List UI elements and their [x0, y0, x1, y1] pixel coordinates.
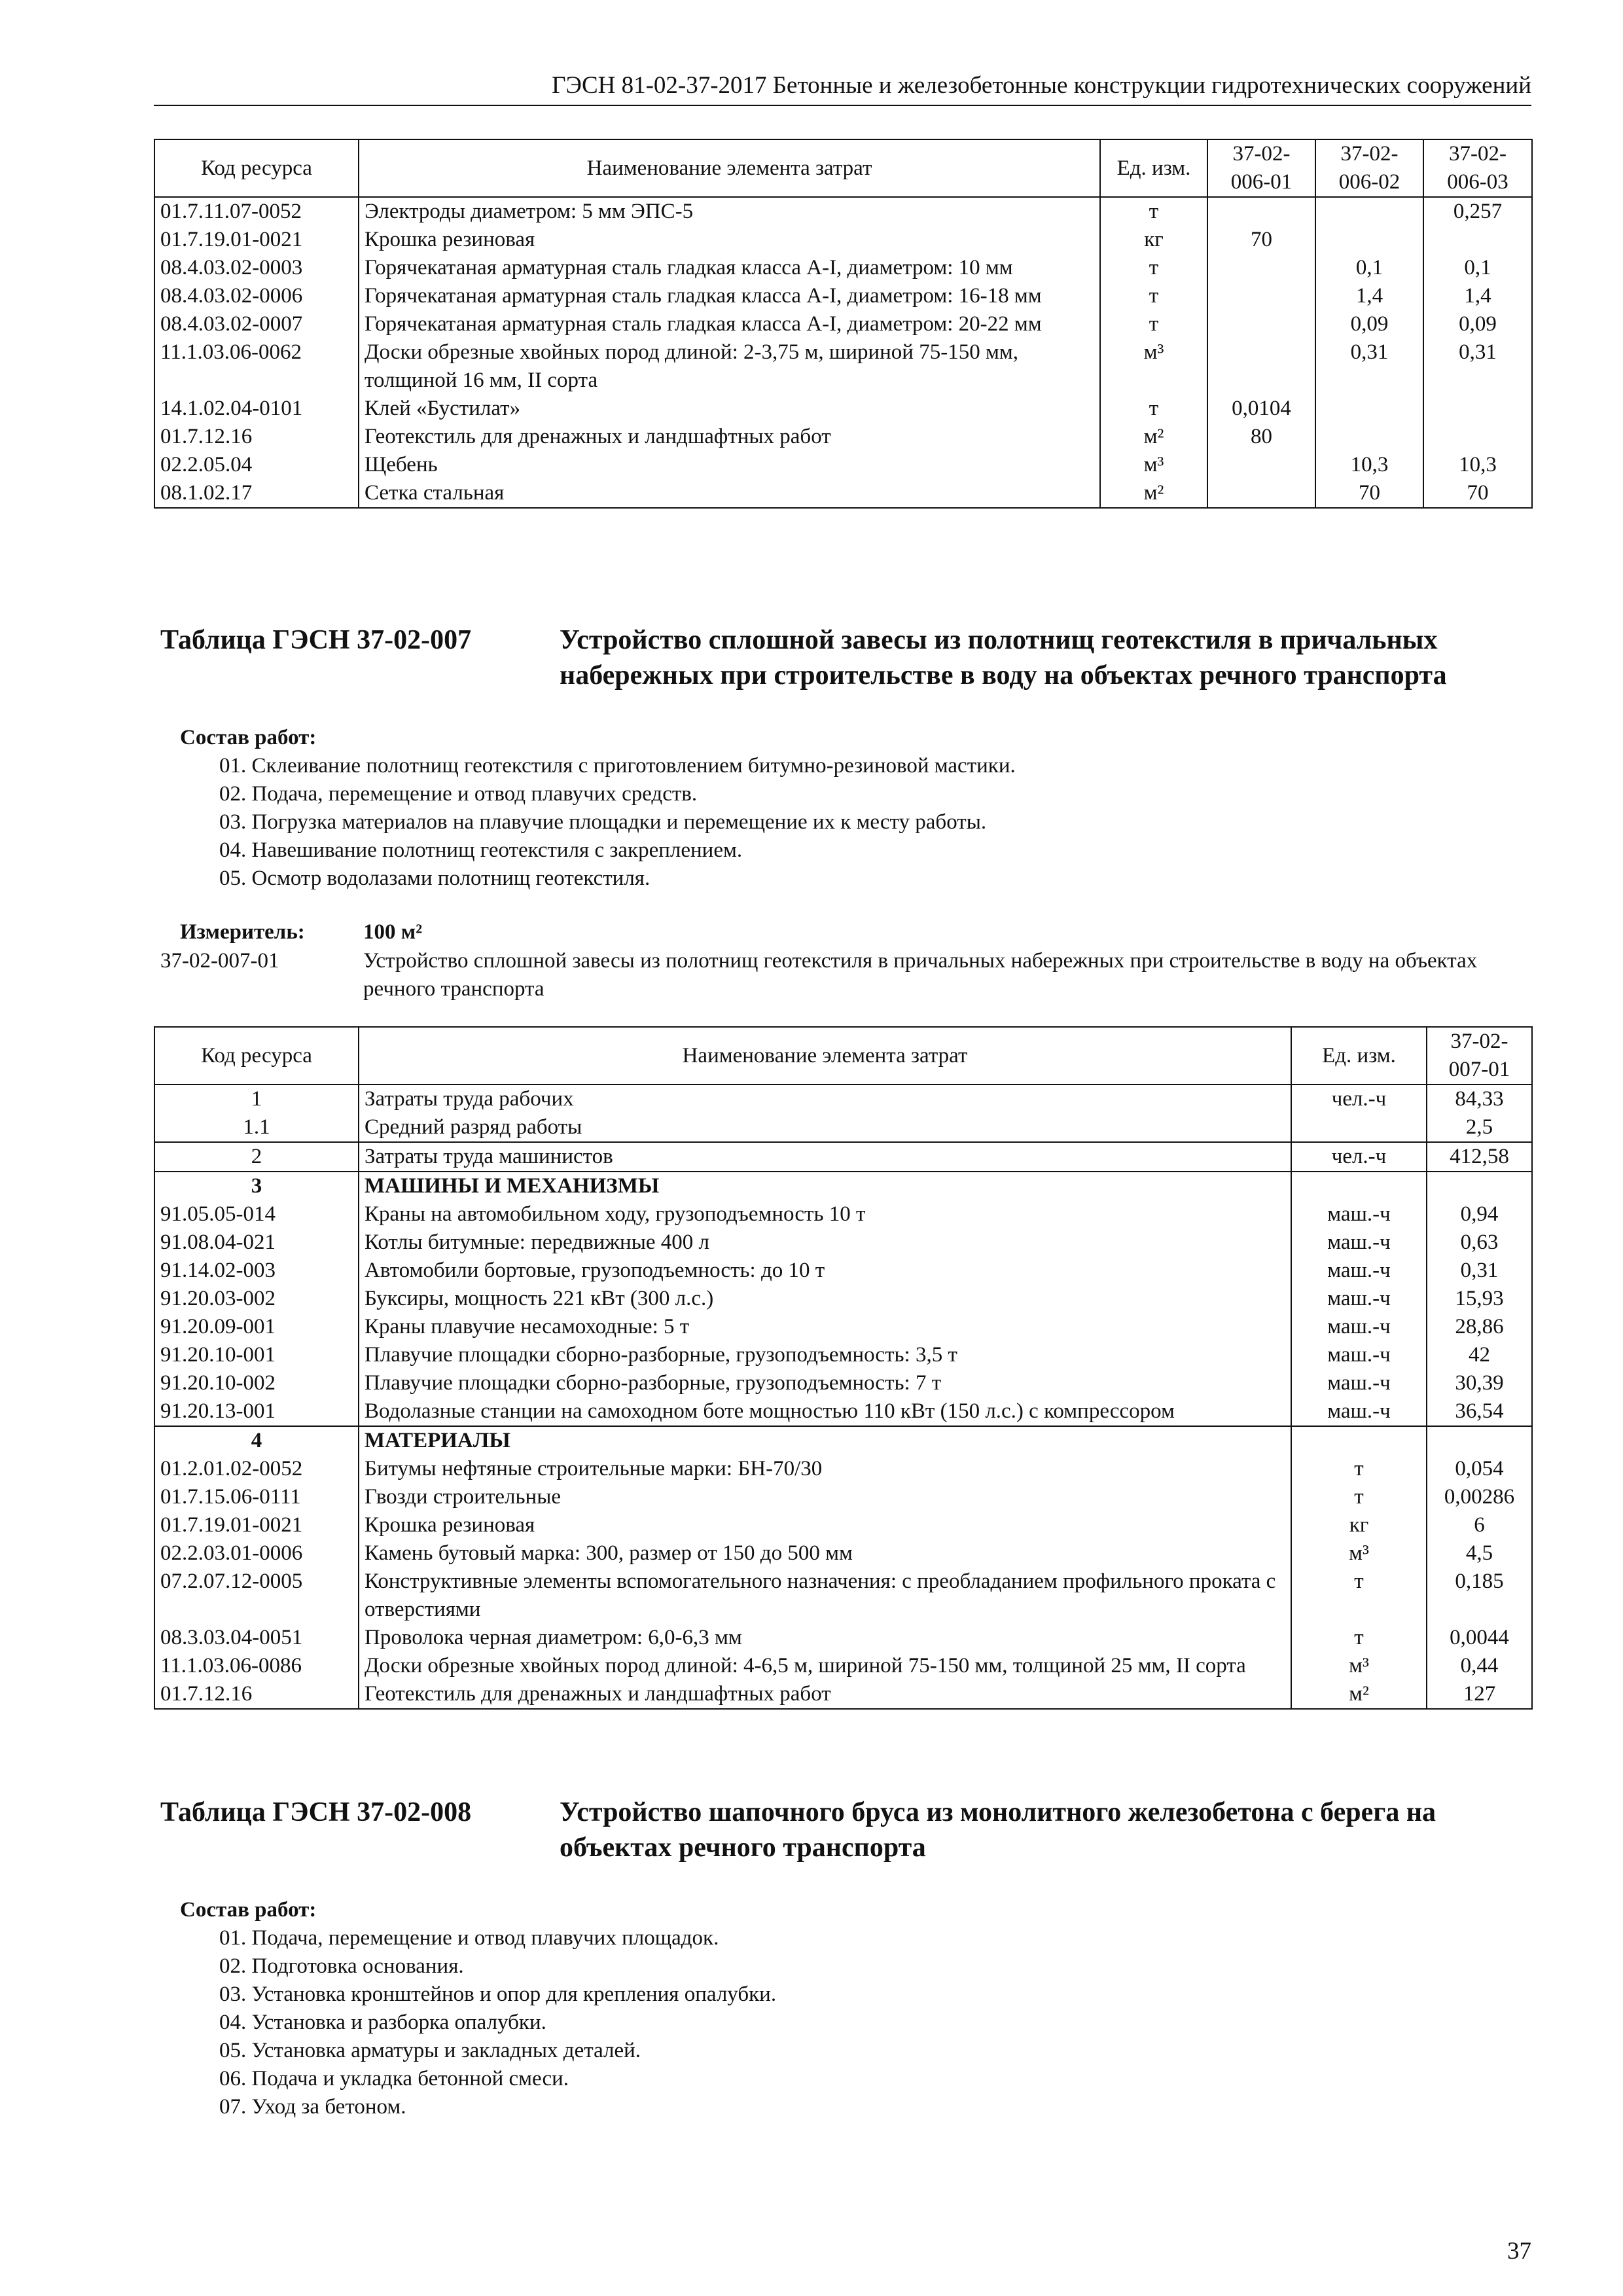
- col-006-01: 37-02-006-01: [1207, 139, 1315, 197]
- resource-name: Краны на автомобильном ходу, грузоподъемность 10 т: [359, 1200, 1291, 1229]
- resource-value: [1207, 338, 1315, 395]
- resource-name: МАШИНЫ И МЕХАНИЗМЫ: [359, 1172, 1291, 1200]
- resource-value: 6: [1427, 1511, 1532, 1539]
- resource-unit: маш.-ч: [1291, 1397, 1427, 1426]
- resource-value: [1423, 226, 1532, 254]
- resource-code: 02.2.03.01-0006: [154, 1539, 359, 1568]
- resource-code: 91.08.04-021: [154, 1229, 359, 1257]
- table-008-label: Таблица ГЭСН 37-02-008: [160, 1797, 472, 1827]
- work-item: 01. Подача, перемещение и отвод плавучих площадок.: [219, 1926, 719, 1950]
- resource-value: 127: [1427, 1680, 1532, 1709]
- item-text: Устройство сплошной завесы из полотнищ геотекстиля в причальных набережных при строительстве в воду на объектах речного транспорта: [363, 949, 1478, 1001]
- work-item: 04. Навешивание полотнищ геотекстиля с закреплением.: [219, 838, 743, 862]
- col-code: Код ресурса: [154, 139, 359, 197]
- resource-value: 70: [1315, 479, 1423, 508]
- resource-code: 08.4.03.02-0006: [154, 282, 359, 310]
- resource-value: 0,0104: [1207, 395, 1315, 423]
- resource-value: [1207, 254, 1315, 282]
- resource-name: Клей «Бустилат»: [359, 395, 1100, 423]
- table-row: [154, 1257, 1532, 1285]
- table-row: [154, 197, 1532, 226]
- resource-value: 1,4: [1315, 282, 1423, 310]
- resource-name: Краны плавучие несамоходные: 5 т: [359, 1313, 1291, 1341]
- resource-name: Крошка резиновая: [359, 1511, 1291, 1539]
- resource-unit: маш.-ч: [1291, 1200, 1427, 1229]
- table-row: [154, 254, 1532, 282]
- resource-value: 0,1: [1315, 254, 1423, 282]
- resource-unit: маш.-ч: [1291, 1257, 1427, 1285]
- resource-value: [1207, 197, 1315, 226]
- col-unit: Ед. изм.: [1100, 139, 1207, 197]
- table-row: [154, 451, 1532, 479]
- resource-unit: т: [1100, 197, 1207, 226]
- table-row: [154, 1285, 1532, 1313]
- resource-unit: м²: [1100, 479, 1207, 508]
- resource-code: 02.2.05.04: [154, 451, 359, 479]
- resource-name: Затраты труда машинистов: [359, 1142, 1291, 1172]
- section-row: [154, 1172, 1532, 1200]
- measure-label: Измеритель:: [180, 920, 305, 944]
- resource-value: 0,185: [1427, 1568, 1532, 1624]
- resource-value: 0,31: [1427, 1257, 1532, 1285]
- resource-unit: т: [1291, 1568, 1427, 1624]
- resource-unit: [1291, 1172, 1427, 1200]
- resource-name: Проволока черная диаметром: 6,0-6,3 мм: [359, 1624, 1291, 1652]
- resource-value: 0,31: [1315, 338, 1423, 395]
- resource-name: Плавучие площадки сборно-разборные, грузоподъемность: 3,5 т: [359, 1341, 1291, 1369]
- resource-value: 0,0044: [1427, 1624, 1532, 1652]
- resource-code: 14.1.02.04-0101: [154, 395, 359, 423]
- resource-value: [1207, 310, 1315, 338]
- resource-unit: м²: [1291, 1680, 1427, 1709]
- table-row: [154, 1313, 1532, 1341]
- resource-code: 1.1: [154, 1113, 359, 1142]
- work-item: 05. Установка арматуры и закладных деталей.: [219, 2039, 641, 2062]
- resource-value: 36,54: [1427, 1397, 1532, 1426]
- resource-value: [1207, 451, 1315, 479]
- work-item: 06. Подача и укладка бетонной смеси.: [219, 2067, 569, 2090]
- table-row: [154, 423, 1532, 451]
- measure-value: 100 м²: [363, 920, 423, 944]
- resource-value: 0,054: [1427, 1455, 1532, 1483]
- resource-name: Камень бутовый марка: 300, размер от 150 до 500 мм: [359, 1539, 1291, 1568]
- resource-value: [1315, 226, 1423, 254]
- resource-value: [1315, 197, 1423, 226]
- resource-name: Автомобили бортовые, грузоподъемность: до 10 т: [359, 1257, 1291, 1285]
- resource-name: Геотекстиль для дренажных и ландшафтных работ: [359, 1680, 1291, 1709]
- table-row: [154, 1142, 1532, 1172]
- resource-unit: м³: [1291, 1539, 1427, 1568]
- work-item: 07. Уход за бетоном.: [219, 2095, 406, 2119]
- col-007-01: 37-02-007-01: [1427, 1027, 1532, 1085]
- work-item: 02. Подача, перемещение и отвод плавучих средств.: [219, 782, 698, 806]
- resource-value: 0,63: [1427, 1229, 1532, 1257]
- resource-unit: т: [1100, 254, 1207, 282]
- col-name: Наименование элемента затрат: [359, 139, 1100, 197]
- resource-name: Водолазные станции на самоходном боте мощностью 110 кВт (150 л.с.) с компрессором: [359, 1397, 1291, 1426]
- resource-code: 01.7.12.16: [154, 423, 359, 451]
- resource-value: 2,5: [1427, 1113, 1532, 1142]
- resource-value: 84,33: [1427, 1085, 1532, 1113]
- resource-value: 0,44: [1427, 1652, 1532, 1680]
- table-row: [154, 1455, 1532, 1483]
- resource-code: 11.1.03.06-0062: [154, 338, 359, 395]
- table-row: [154, 1200, 1532, 1229]
- resource-value: 0,1: [1423, 254, 1532, 282]
- resource-name: Конструктивные элементы вспомогательного назначения: с преобладанием профильного проката с отверстиями: [359, 1568, 1291, 1624]
- resource-unit: м²: [1100, 423, 1207, 451]
- resource-unit: маш.-ч: [1291, 1341, 1427, 1369]
- works-list-008: [180, 1896, 1489, 2121]
- resource-unit: т: [1291, 1455, 1427, 1483]
- table-row: [154, 1341, 1532, 1369]
- resource-code: 08.4.03.02-0003: [154, 254, 359, 282]
- resource-value: 0,94: [1427, 1200, 1532, 1229]
- resource-unit: [1291, 1426, 1427, 1455]
- resource-unit: чел.-ч: [1291, 1085, 1427, 1113]
- resource-value: 0,09: [1423, 310, 1532, 338]
- resource-unit: т: [1291, 1624, 1427, 1652]
- resource-table-007: [154, 1026, 1533, 1710]
- page-header: ГЭСН 81-02-37-2017 Бетонные и железобетонные конструкции гидротехнических сооружений: [154, 71, 1531, 106]
- resource-name: Буксиры, мощность 221 кВт (300 л.с.): [359, 1285, 1291, 1313]
- table-row: [154, 1369, 1532, 1397]
- col-unit: Ед. изм.: [1291, 1027, 1427, 1085]
- resource-value: 70: [1423, 479, 1532, 508]
- resource-value: [1423, 423, 1532, 451]
- resource-code: 91.20.09-001: [154, 1313, 359, 1341]
- table-007-title: Устройство сплошной завесы из полотнищ геотекстиля в причальных набережных при строительстве в воду на объектах речного транспорта: [560, 625, 1447, 691]
- table-row: [154, 282, 1532, 310]
- works-heading: Состав работ:: [180, 726, 317, 749]
- resource-unit: маш.-ч: [1291, 1285, 1427, 1313]
- resource-name: Доски обрезные хвойных пород длиной: 4-6,5 м, шириной 75-150 мм, толщиной 25 мм, II сорта: [359, 1652, 1291, 1680]
- resource-name: Затраты труда рабочих: [359, 1085, 1291, 1113]
- resource-value: 10,3: [1315, 451, 1423, 479]
- work-item: 04. Установка и разборка опалубки.: [219, 2011, 546, 2034]
- work-item: 03. Погрузка материалов на плавучие площадки и перемещение их к месту работы.: [219, 810, 987, 834]
- resource-code: 91.20.10-001: [154, 1341, 359, 1369]
- table-row: [154, 338, 1532, 395]
- table-008-title: Устройство шапочного бруса из монолитного железобетона с берега на объектах речного транспорта: [560, 1797, 1436, 1863]
- resource-code: 01.2.01.02-0052: [154, 1455, 359, 1483]
- resource-code: 01.7.19.01-0021: [154, 226, 359, 254]
- resource-unit: чел.-ч: [1291, 1142, 1427, 1172]
- table-row: [154, 479, 1532, 508]
- table-row: [154, 1680, 1532, 1709]
- resource-code: 2: [154, 1142, 359, 1172]
- resource-value: 70: [1207, 226, 1315, 254]
- resource-value: 412,58: [1427, 1142, 1532, 1172]
- resource-value: 15,93: [1427, 1285, 1532, 1313]
- resource-value: 1,4: [1423, 282, 1532, 310]
- resource-unit: т: [1291, 1483, 1427, 1511]
- table-row: [154, 310, 1532, 338]
- resource-name: Щебень: [359, 451, 1100, 479]
- resource-code: 08.4.03.02-0007: [154, 310, 359, 338]
- resource-value: 80: [1207, 423, 1315, 451]
- resource-name: Доски обрезные хвойных пород длиной: 2-3,75 м, шириной 75-150 мм, толщиной 16 мм, II сорта: [359, 338, 1100, 395]
- table-row: [154, 1624, 1532, 1652]
- resource-name: Горячекатаная арматурная сталь гладкая класса А-I, диаметром: 16-18 мм: [359, 282, 1100, 310]
- resource-unit: т: [1100, 395, 1207, 423]
- resource-value: 0,257: [1423, 197, 1532, 226]
- table-row: [154, 1113, 1532, 1142]
- resource-name: Горячекатаная арматурная сталь гладкая класса А-I, диаметром: 20-22 мм: [359, 310, 1100, 338]
- resource-value: 10,3: [1423, 451, 1532, 479]
- resource-code: 91.20.03-002: [154, 1285, 359, 1313]
- resource-unit: маш.-ч: [1291, 1229, 1427, 1257]
- resource-value: [1315, 423, 1423, 451]
- work-item: 02. Подготовка основания.: [219, 1954, 464, 1978]
- resource-value: 0,00286: [1427, 1483, 1532, 1511]
- table-row: [154, 1229, 1532, 1257]
- resource-name: Плавучие площадки сборно-разборные, грузоподъемность: 7 т: [359, 1369, 1291, 1397]
- resource-value: [1423, 395, 1532, 423]
- resource-name: Сетка стальная: [359, 479, 1100, 508]
- table-row: [154, 226, 1532, 254]
- work-item: 05. Осмотр водолазами полотнищ геотекстиля.: [219, 867, 651, 890]
- resource-value: 42: [1427, 1341, 1532, 1369]
- resource-code: 91.14.02-003: [154, 1257, 359, 1285]
- resource-value: [1427, 1426, 1532, 1455]
- resource-unit: м³: [1100, 451, 1207, 479]
- table-row: [154, 1085, 1532, 1113]
- resource-code: 91.05.05-014: [154, 1200, 359, 1229]
- resource-code: 01.7.15.06-0111: [154, 1483, 359, 1511]
- page-number: 37: [1507, 2238, 1531, 2265]
- resource-unit: маш.-ч: [1291, 1369, 1427, 1397]
- resource-code: 08.1.02.17: [154, 479, 359, 508]
- resource-value: 0,31: [1423, 338, 1532, 395]
- resource-name: Горячекатаная арматурная сталь гладкая класса А-I, диаметром: 10 мм: [359, 254, 1100, 282]
- table-row: [154, 1539, 1532, 1568]
- resource-code: 08.3.03.04-0051: [154, 1624, 359, 1652]
- work-item: 01. Склеивание полотнищ геотекстиля с приготовлением битумно-резиновой мастики.: [219, 754, 1016, 778]
- table-row: [154, 1483, 1532, 1511]
- resource-unit: м³: [1291, 1652, 1427, 1680]
- resource-name: Средний разряд работы: [359, 1113, 1291, 1142]
- resource-name: Гвозди строительные: [359, 1483, 1291, 1511]
- col-code: Код ресурса: [154, 1027, 359, 1085]
- resource-value: 30,39: [1427, 1369, 1532, 1397]
- col-006-03: 37-02-006-03: [1423, 139, 1532, 197]
- table-row: [154, 1652, 1532, 1680]
- resource-code: 07.2.07.12-0005: [154, 1568, 359, 1624]
- resource-name: Битумы нефтяные строительные марки: БН-70/30: [359, 1455, 1291, 1483]
- resource-name: МАТЕРИАЛЫ: [359, 1426, 1291, 1455]
- resource-code: 01.7.19.01-0021: [154, 1511, 359, 1539]
- col-name: Наименование элемента затрат: [359, 1027, 1291, 1085]
- section-row: [154, 1426, 1532, 1455]
- table-row: [154, 1511, 1532, 1539]
- resource-code: 3: [154, 1172, 359, 1200]
- resource-code: 1: [154, 1085, 359, 1113]
- resource-value: 4,5: [1427, 1539, 1532, 1568]
- works-heading: Состав работ:: [180, 1898, 317, 1922]
- item-code: 37-02-007-01: [160, 949, 279, 973]
- resource-code: 11.1.03.06-0086: [154, 1652, 359, 1680]
- resource-value: [1207, 479, 1315, 508]
- table-row: [154, 1397, 1532, 1426]
- resource-value: [1207, 282, 1315, 310]
- work-item: 03. Установка кронштейнов и опор для крепления опалубки.: [219, 1982, 777, 2006]
- resource-code: 4: [154, 1426, 359, 1455]
- resource-value: 28,86: [1427, 1313, 1532, 1341]
- resource-value: [1427, 1172, 1532, 1200]
- table-row: [154, 395, 1532, 423]
- resource-unit: м³: [1100, 338, 1207, 395]
- resource-unit: т: [1100, 282, 1207, 310]
- resource-name: Крошка резиновая: [359, 226, 1100, 254]
- resource-name: Геотекстиль для дренажных и ландшафтных работ: [359, 423, 1100, 451]
- resource-unit: кг: [1291, 1511, 1427, 1539]
- resource-code: 01.7.11.07-0052: [154, 197, 359, 226]
- col-006-02: 37-02-006-02: [1315, 139, 1423, 197]
- resource-table-006: [154, 139, 1533, 509]
- resource-unit: маш.-ч: [1291, 1313, 1427, 1341]
- resource-unit: [1291, 1113, 1427, 1142]
- resource-unit: т: [1100, 310, 1207, 338]
- resource-value: [1315, 395, 1423, 423]
- table-row: [154, 1568, 1532, 1624]
- resource-name: Котлы битумные: передвижные 400 л: [359, 1229, 1291, 1257]
- resource-code: 91.20.13-001: [154, 1397, 359, 1426]
- works-list-007: [180, 724, 1489, 893]
- table-007-label: Таблица ГЭСН 37-02-007: [160, 625, 472, 655]
- resource-unit: кг: [1100, 226, 1207, 254]
- resource-value: 0,09: [1315, 310, 1423, 338]
- resource-code: 01.7.12.16: [154, 1680, 359, 1709]
- resource-code: 91.20.10-002: [154, 1369, 359, 1397]
- resource-name: Электроды диаметром: 5 мм ЭПС-5: [359, 197, 1100, 226]
